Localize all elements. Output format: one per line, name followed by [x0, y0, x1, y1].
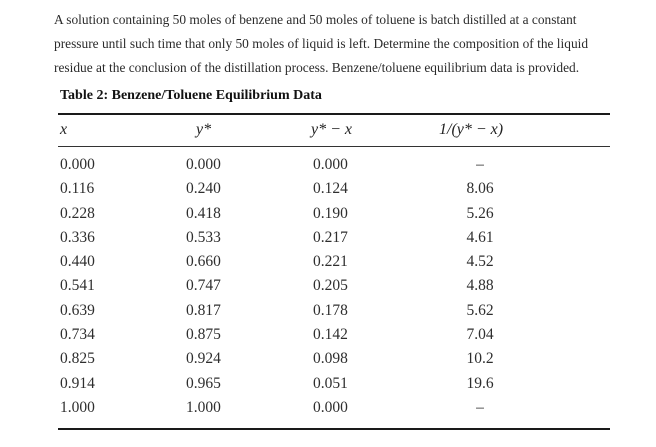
cell-y-star: 0.660: [186, 253, 221, 271]
cell-y-star-minus-x: 0.098: [313, 350, 348, 368]
cell-y-star-minus-x: 0.000: [313, 156, 348, 173]
cell-y-star: 0.418: [186, 204, 221, 222]
table-row: [0, 397, 656, 421]
table-bottom-rule: [58, 428, 610, 430]
cell-reciprocal: –: [476, 156, 484, 173]
cell-x: 0.440: [60, 253, 95, 271]
cell-x: 0.336: [60, 228, 95, 246]
cell-x: 0.914: [60, 374, 95, 392]
table-row: [0, 154, 656, 178]
problem-statement: [54, 8, 646, 80]
cell-x: 0.639: [60, 301, 95, 319]
table-row: [0, 348, 656, 372]
problem-line-3: residue at the conclusion of the distillation process. Benzene/toluene equilibrium data is provided.: [54, 60, 580, 75]
cell-x: 0.228: [60, 204, 95, 222]
cell-y-star: 0.240: [186, 180, 221, 198]
table-title: Table 2: Benzene/Toluene Equilibrium Data: [60, 88, 322, 103]
cell-x: 0.000: [60, 156, 95, 173]
table-row: [0, 178, 656, 202]
cell-y-star-minus-x: 0.142: [313, 326, 348, 344]
cell-x: 0.825: [60, 350, 95, 368]
table-row: [0, 373, 656, 397]
cell-reciprocal: 4.52: [466, 253, 494, 271]
cell-y-star-minus-x: 0.221: [313, 253, 348, 271]
cell-reciprocal: 5.62: [466, 301, 494, 319]
table-header-rule: [58, 146, 610, 147]
cell-reciprocal: 7.04: [466, 326, 494, 344]
table-row: [0, 203, 656, 227]
cell-x: 0.116: [60, 180, 95, 198]
cell-reciprocal: 4.88: [466, 277, 494, 295]
cell-y-star: 0.965: [186, 374, 221, 392]
cell-reciprocal: 4.61: [466, 228, 494, 246]
cell-y-star-minus-x: 0.051: [313, 374, 348, 392]
cell-y-star: 0.924: [186, 350, 221, 368]
cell-y-star-minus-x: 0.000: [313, 398, 348, 416]
cell-y-star: 1.000: [186, 398, 221, 416]
table-row: [0, 275, 656, 299]
header-x: x: [60, 121, 68, 138]
cell-x: 0.541: [60, 277, 95, 295]
cell-y-star: 0.747: [186, 277, 221, 295]
cell-x: 1.000: [60, 398, 95, 416]
cell-reciprocal: 10.2: [466, 350, 494, 368]
cell-reciprocal: 5.26: [466, 204, 494, 222]
header-reciprocal: 1/(y* − x): [439, 121, 504, 138]
problem-line-1: A solution containing 50 moles of benzene and 50 moles of toluene is batch distilled at a constant: [54, 12, 577, 27]
table-body: [0, 154, 656, 421]
cell-y-star-minus-x: 0.178: [313, 301, 348, 319]
cell-y-star: 0.817: [186, 301, 221, 319]
cell-x: 0.734: [60, 326, 95, 344]
cell-y-star-minus-x: 0.205: [313, 277, 348, 295]
table-top-rule: [58, 113, 610, 115]
cell-y-star-minus-x: 0.124: [313, 180, 348, 198]
cell-reciprocal: 8.06: [466, 180, 494, 198]
header-y-star-minus-x: y* − x: [311, 121, 352, 138]
cell-reciprocal: –: [476, 398, 484, 416]
cell-reciprocal: 19.6: [466, 374, 494, 392]
cell-y-star-minus-x: 0.217: [313, 228, 348, 246]
cell-y-star-minus-x: 0.190: [313, 204, 348, 222]
table-row: [0, 251, 656, 275]
problem-line-2: pressure until such time that only 50 moles of liquid is left. Determine the composition of the liquid: [54, 36, 589, 51]
table-row: [0, 324, 656, 348]
cell-y-star: 0.000: [186, 156, 221, 173]
cell-y-star: 0.533: [186, 228, 221, 246]
table-row: [0, 300, 656, 324]
header-y-star: y*: [196, 121, 212, 138]
table-row: [0, 227, 656, 251]
cell-y-star: 0.875: [186, 326, 221, 344]
